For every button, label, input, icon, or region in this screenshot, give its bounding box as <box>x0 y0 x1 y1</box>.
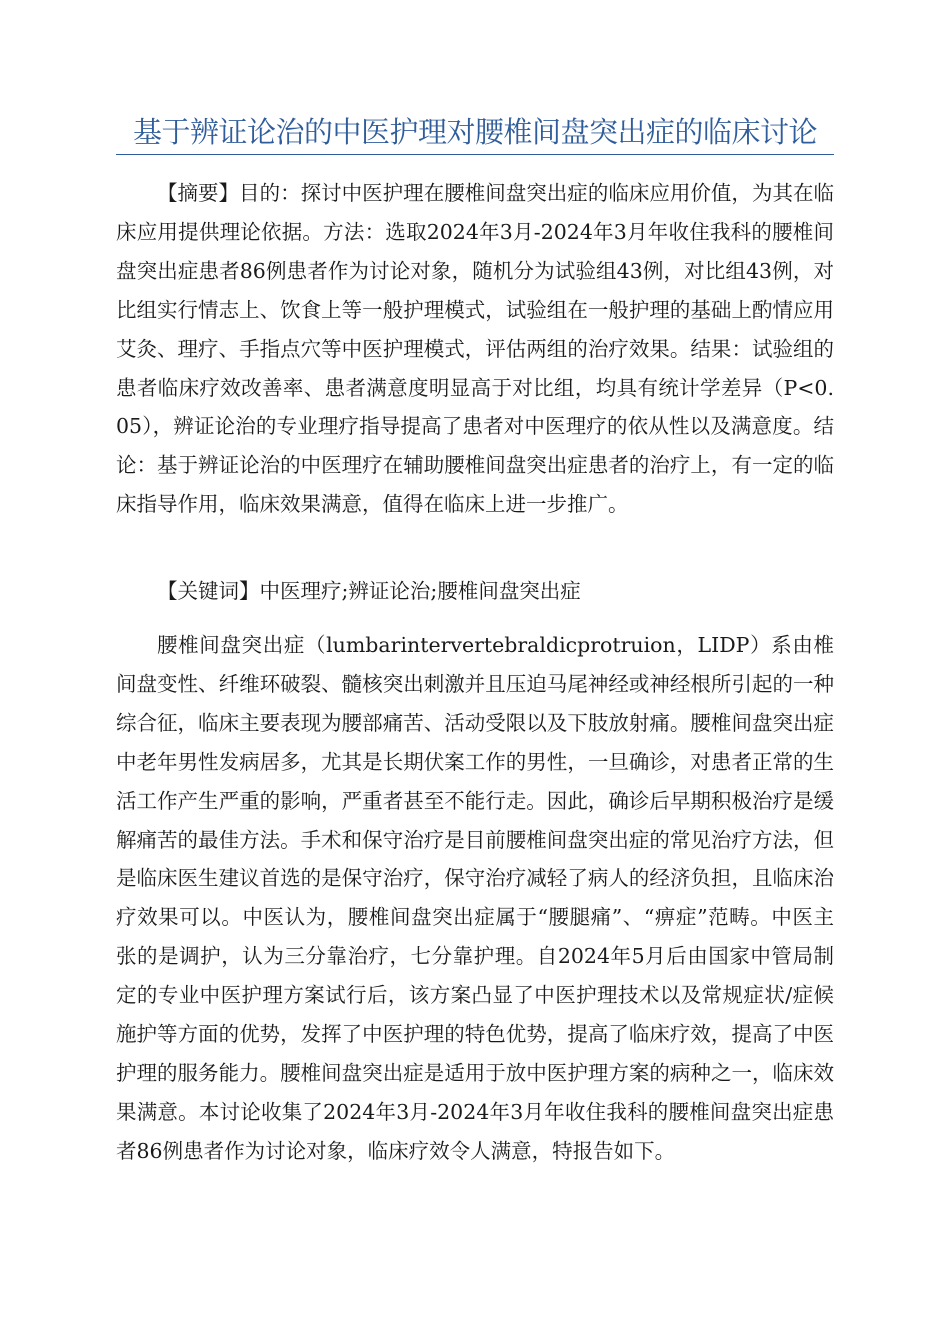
document-title: 基于辨证论治的中医护理对腰椎间盘突出症的临床讨论 <box>132 115 817 149</box>
title-underline <box>116 154 834 155</box>
abstract-paragraph: 【摘要】目的：探讨中医护理在腰椎间盘突出症的临床应用价值，为其在临床应用提供理论依据。方法：选取2024年3月-2024年3月年收住我科的腰椎间盘突出症患者86例患者作为讨论对象，随机分为试验组43例，对比组43例，对比组实行情志上、饮食上等一般护理模式，试验组在一般护理的基础上酌情应用艾灸、理疗、手指点穴等中医护理模式，评估两组的治疗效果。结果：试验组的患者临床疗效改善率、患者满意度明显高于对比组，均具有统计学差异（P<0.05），辨证论治的专业理疗指导提高了患者对中医理疗的依从性以及满意度。结论：基于辨证论治的中医理疗在辅助腰椎间盘突出症患者的治疗上，有一定的临床指导作用，临床效果满意，值得在临床上进一步推广。 <box>116 181 834 517</box>
keywords-paragraph: 【关键词】中医理疗;辨证论治;腰椎间盘突出症 <box>157 579 581 603</box>
body-paragraph: 腰椎间盘突出症（lumbarintervertebraldicprotruion，LIDP）系由椎间盘变性、纤维环破裂、髓核突出刺激并且压迫马尾神经或神经根所引起的一种综合征，临床主要表现为腰部痛苦、活动受限以及下肢放射痛。腰椎间盘突出症中老年男性发病居多，尤其是长期伏案工作的男性，一旦确诊，对患者正常的生活工作产生严重的影响，严重者甚至不能行走。因此，确诊后早期积极治疗是缓解痛苦的最佳方法。手术和保守治疗是目前腰椎间盘突出症的常见治疗方法，但是临床医生建议首选的是保守治疗，保守治疗减轻了病人的经济负担，且临床治疗效果可以。中医认为，腰椎间盘突出症属于“腰腿痛”、“痹症”范畴。中医主张的是调护，认为三分靠治疗，七分靠护理。自2024年5月后由国家中管局制定的专业中医护理方案试行后，该方案凸显了中医护理技术以及常规症状/症候施护等方面的优势，发挥了中医护理的特色优势，提高了临床疗效，提高了中医护理的服务能力。腰椎间盘突出症是适用于放中医护理方案的病种之一，临床效果满意。本讨论收集了2024年3月-2024年3月年收住我科的腰椎间盘突出症患者86例患者作为讨论对象，临床疗效令人满意，特报告如下。 <box>116 633 834 1163</box>
